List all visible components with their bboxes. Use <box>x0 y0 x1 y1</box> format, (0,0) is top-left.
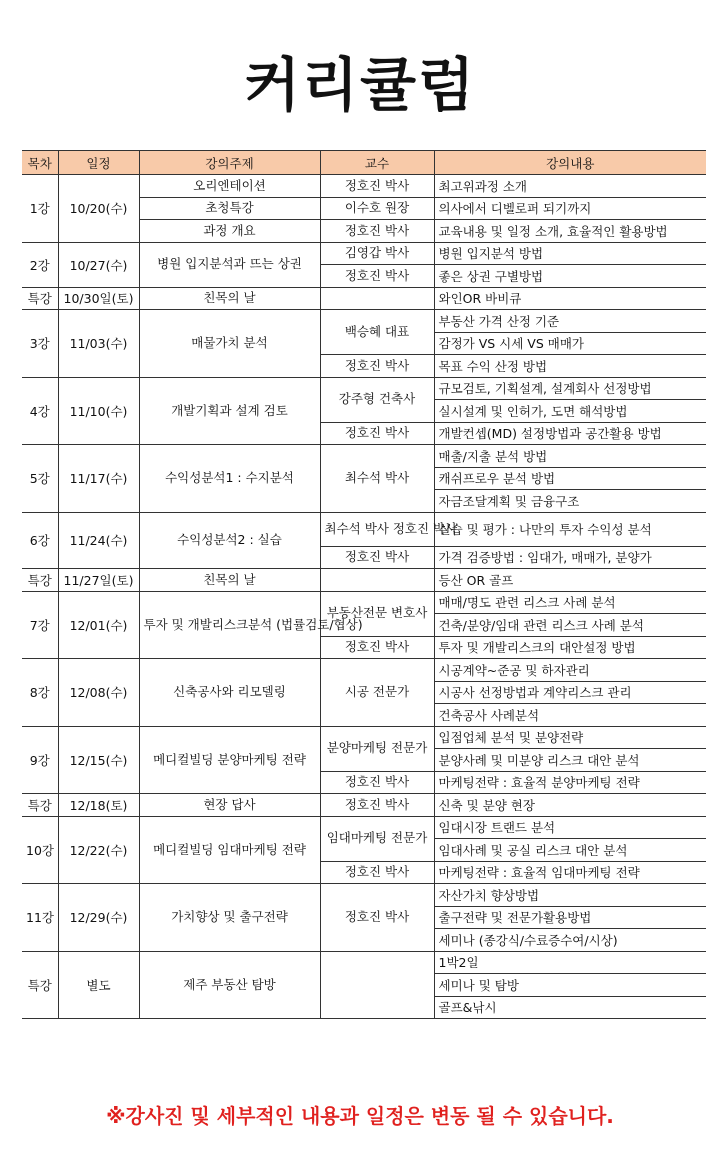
row-professor: 정호진 박사 <box>320 355 434 378</box>
row-content: 시공계약~준공 및 하자관리 <box>434 659 706 682</box>
row-topic: 수익성분석1 : 수지분석 <box>139 445 320 513</box>
table-row <box>22 569 706 592</box>
row-topic: 오리엔테이션 <box>139 175 320 198</box>
row-number: 특강 <box>22 794 58 817</box>
row-content: 좋은 상권 구별방법 <box>434 265 706 288</box>
row-number: 4강 <box>22 377 58 445</box>
row-content: 투자 및 개발리스크의 대안설정 방법 <box>434 636 706 659</box>
table-row <box>22 287 706 310</box>
row-topic: 메디컬빌딩 분양마케팅 전략 <box>139 726 320 794</box>
header-no: 목차 <box>22 151 58 175</box>
page-title: 커리큘럼 <box>243 51 477 119</box>
row-date: 12/08(수) <box>58 659 139 727</box>
table-row <box>22 445 706 468</box>
table-row <box>22 659 706 682</box>
table-row <box>22 377 706 400</box>
row-topic: 개발기획과 설계 검토 <box>139 377 320 445</box>
row-number: 6강 <box>22 512 58 569</box>
row-topic: 병원 입지분석과 뜨는 상권 <box>139 242 320 287</box>
table-row <box>22 726 706 749</box>
row-date: 11/27일(토) <box>58 569 139 592</box>
row-date: 12/29(수) <box>58 884 139 952</box>
row-content: 임대사례 및 공실 리스크 대안 분석 <box>434 839 706 862</box>
row-professor <box>320 569 434 592</box>
row-content: 목표 수익 산정 방법 <box>434 355 706 378</box>
row-content: 매출/지출 분석 방법 <box>434 445 706 468</box>
row-content: 병원 입지분석 방법 <box>434 242 706 265</box>
row-professor: 최수석 박사 정호진 박사 <box>320 512 434 546</box>
row-number: 2강 <box>22 242 58 287</box>
row-content: 실습 및 평가 : 나만의 투자 수익성 분석 <box>434 512 706 546</box>
row-date: 10/27(수) <box>58 242 139 287</box>
row-content: 자산가치 향상방법 <box>434 884 706 907</box>
row-professor: 임대마케팅 전문가 <box>320 816 434 861</box>
row-date: 11/10(수) <box>58 377 139 445</box>
row-professor: 정호진 박사 <box>320 794 434 817</box>
curriculum-table <box>22 150 706 1019</box>
row-professor: 시공 전문가 <box>320 659 434 727</box>
row-content: 분양사례 및 미분양 리스크 대안 분석 <box>434 749 706 772</box>
row-date: 10/30일(토) <box>58 287 139 310</box>
row-topic: 수익성분석2 : 실습 <box>139 512 320 569</box>
row-topic: 제주 부동산 탐방 <box>139 951 320 1019</box>
row-content: 와인OR 바비큐 <box>434 287 706 310</box>
row-content: 최고위과정 소개 <box>434 175 706 198</box>
row-topic: 친목의 날 <box>139 569 320 592</box>
header-date: 일정 <box>58 151 139 175</box>
row-content: 골프&낚시 <box>434 996 706 1019</box>
table-row <box>22 884 706 907</box>
table-row <box>22 175 706 198</box>
row-date: 11/24(수) <box>58 512 139 569</box>
row-topic: 메디컬빌딩 임대마케팅 전략 <box>139 816 320 884</box>
footnote-notice: ※강사진 및 세부적인 내용과 일정은 변동 될 수 있습니다. <box>106 1104 614 1128</box>
row-content: 입점업체 분석 및 분양전략 <box>434 726 706 749</box>
row-topic: 과정 개요 <box>139 220 320 243</box>
row-content: 세미나 (종강식/수료증수여/시상) <box>434 929 706 952</box>
row-professor: 정호진 박사 <box>320 220 434 243</box>
row-date: 12/15(수) <box>58 726 139 794</box>
row-date: 11/17(수) <box>58 445 139 513</box>
header-topic: 강의주제 <box>139 151 320 175</box>
row-professor: 정호진 박사 <box>320 422 434 445</box>
row-content: 1박2일 <box>434 951 706 974</box>
row-content: 가격 검증방법 : 임대가, 매매가, 분양가 <box>434 546 706 569</box>
row-number: 8강 <box>22 659 58 727</box>
header-professor: 교수 <box>320 151 434 175</box>
row-topic: 신축공사와 리모델링 <box>139 659 320 727</box>
row-date: 12/18(토) <box>58 794 139 817</box>
row-topic: 투자 및 개발리스크분석 (법률검토/협상) <box>139 591 320 659</box>
row-professor: 정호진 박사 <box>320 175 434 198</box>
row-professor: 이수호 원장 <box>320 197 434 220</box>
row-date: 12/01(수) <box>58 591 139 659</box>
row-professor: 백승혜 대표 <box>320 310 434 355</box>
row-number: 특강 <box>22 951 58 1019</box>
row-professor: 정호진 박사 <box>320 884 434 952</box>
row-professor <box>320 951 434 1019</box>
row-content: 건축공사 사례분석 <box>434 704 706 727</box>
row-professor: 정호진 박사 <box>320 265 434 288</box>
row-content: 매매/명도 관련 리스크 사례 분석 <box>434 591 706 614</box>
table-row <box>22 816 706 839</box>
row-professor: 정호진 박사 <box>320 546 434 569</box>
row-number: 3강 <box>22 310 58 378</box>
table-row <box>22 951 706 974</box>
row-topic: 친목의 날 <box>139 287 320 310</box>
row-number: 특강 <box>22 287 58 310</box>
table-body <box>22 175 706 1019</box>
row-content: 세미나 및 탐방 <box>434 974 706 997</box>
table-row <box>22 242 706 265</box>
row-number: 1강 <box>22 175 58 243</box>
row-number: 10강 <box>22 816 58 884</box>
table-row <box>22 794 706 817</box>
row-professor: 정호진 박사 <box>320 771 434 794</box>
table-row <box>22 591 706 614</box>
row-content: 캐쉬프로우 분석 방법 <box>434 467 706 490</box>
row-professor: 정호진 박사 <box>320 636 434 659</box>
row-topic: 가치향상 및 출구전략 <box>139 884 320 952</box>
row-content: 규모검토, 기획설계, 설계회사 선정방법 <box>434 377 706 400</box>
row-content: 감정가 VS 시세 VS 매매가 <box>434 332 706 355</box>
row-date: 10/20(수) <box>58 175 139 243</box>
row-professor: 부동산전문 변호사 <box>320 591 434 636</box>
table-row <box>22 512 706 546</box>
row-number: 9강 <box>22 726 58 794</box>
row-content: 마케팅전략 : 효율적 분양마케팅 전략 <box>434 771 706 794</box>
row-number: 11강 <box>22 884 58 952</box>
row-content: 실시설계 및 인허가, 도면 해석방법 <box>434 400 706 423</box>
row-number: 5강 <box>22 445 58 513</box>
row-professor: 최수석 박사 <box>320 445 434 513</box>
row-content: 등산 OR 골프 <box>434 569 706 592</box>
row-content: 임대시장 트랜드 분석 <box>434 816 706 839</box>
row-professor: 김영갑 박사 <box>320 242 434 265</box>
row-content: 건축/분양/임대 관련 리스크 사례 분석 <box>434 614 706 637</box>
row-professor: 강주형 건축사 <box>320 377 434 422</box>
row-content: 개발컨셉(MD) 설정방법과 공간활용 방법 <box>434 422 706 445</box>
row-content: 출구전략 및 전문가활용방법 <box>434 906 706 929</box>
row-content: 시공사 선정방법과 계약리스크 관리 <box>434 681 706 704</box>
row-topic: 매물가치 분석 <box>139 310 320 378</box>
row-content: 부동산 가격 산정 기준 <box>434 310 706 333</box>
header-content: 강의내용 <box>434 151 706 175</box>
row-date: 별도 <box>58 951 139 1019</box>
row-date: 12/22(수) <box>58 816 139 884</box>
row-content: 교육내용 및 일정 소개, 효율적인 활용방법 <box>434 220 706 243</box>
row-content: 마케팅전략 : 효율적 임대마케팅 전략 <box>434 861 706 884</box>
row-date: 11/03(수) <box>58 310 139 378</box>
row-number: 특강 <box>22 569 58 592</box>
row-topic: 초청특강 <box>139 197 320 220</box>
row-professor <box>320 287 434 310</box>
row-professor: 정호진 박사 <box>320 861 434 884</box>
row-content: 의사에서 디벨로퍼 되기까지 <box>434 197 706 220</box>
row-number: 7강 <box>22 591 58 659</box>
row-professor: 분양마케팅 전문가 <box>320 726 434 771</box>
row-topic: 현장 답사 <box>139 794 320 817</box>
table-header-row <box>22 151 706 175</box>
row-content: 자금조달계획 및 금융구조 <box>434 490 706 513</box>
table-row <box>22 310 706 333</box>
row-content: 신축 및 분양 현장 <box>434 794 706 817</box>
